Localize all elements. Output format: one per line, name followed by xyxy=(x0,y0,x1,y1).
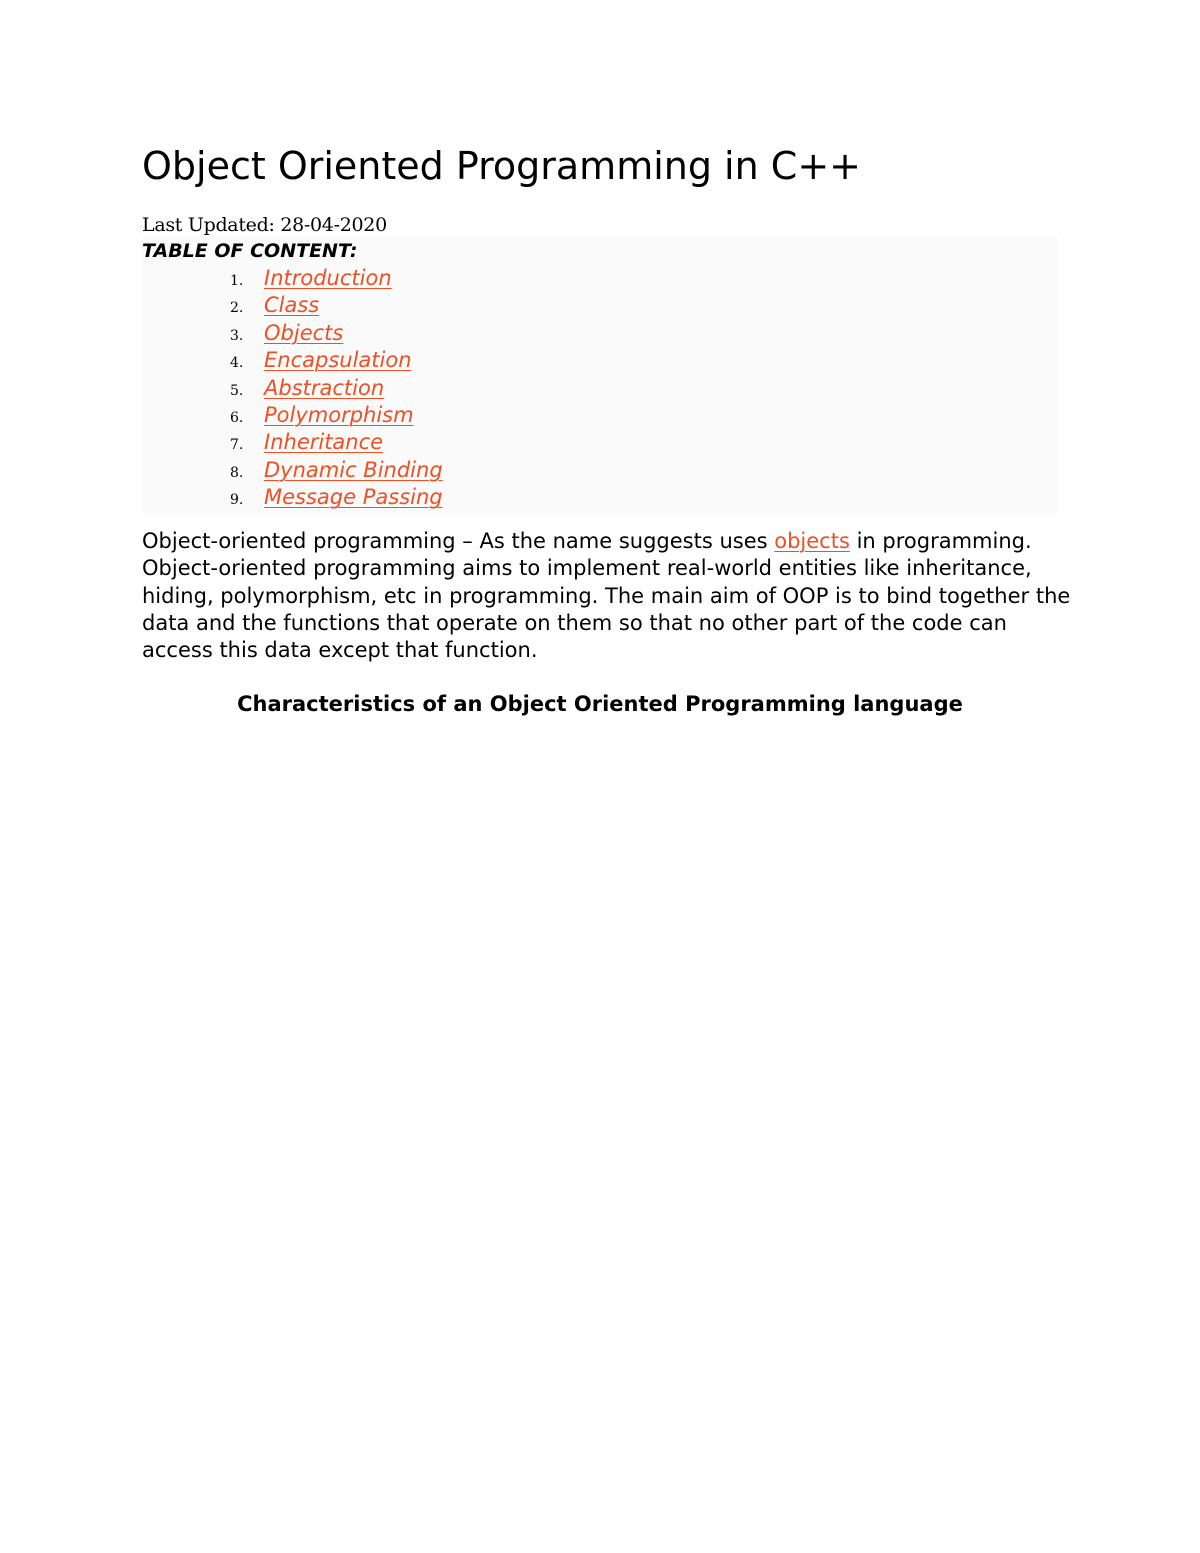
toc-item-number: 7. xyxy=(230,437,244,454)
toc-item-number: 4. xyxy=(230,355,244,372)
toc-item-encapsulation xyxy=(142,347,443,374)
toc-link-objects[interactable]: Objects xyxy=(264,320,344,345)
toc-item-number: 2. xyxy=(230,300,244,317)
toc-item-class xyxy=(142,292,443,319)
last-updated-date: Last Updated: 28-04-2020 xyxy=(142,214,387,236)
toc-item-inheritance xyxy=(142,429,443,456)
page-title: Object Oriented Programming in C++ xyxy=(142,144,861,188)
toc-item-introduction xyxy=(142,265,443,292)
toc-link-inheritance[interactable]: Inheritance xyxy=(264,430,384,455)
intro-paragraph xyxy=(142,528,1072,664)
toc-item-number: 3. xyxy=(230,327,244,344)
toc-item-number: 1. xyxy=(230,273,244,289)
toc-item-number: 9. xyxy=(230,492,244,509)
table-of-contents xyxy=(142,236,1058,513)
toc-link-introduction[interactable]: Introduction xyxy=(264,266,392,290)
intro-text-after: in programming. Object-oriented programming aims to implement real-world entities like inheritance, hiding, polymorphism, etc in programming. The main aim of OOP is to bind together the data and the functions that operate on them so that no other part of the code can access this data except that function. xyxy=(142,529,1071,663)
toc-item-objects xyxy=(142,320,443,347)
toc-item-dynamic-binding xyxy=(142,457,443,484)
toc-link-message-passing[interactable]: Message Passing xyxy=(264,485,443,510)
toc-link-dynamic-binding[interactable]: Dynamic Binding xyxy=(264,457,443,482)
toc-item-polymorphism xyxy=(142,402,443,429)
toc-link-encapsulation[interactable]: Encapsulation xyxy=(264,348,412,373)
toc-link-class[interactable]: Class xyxy=(264,293,320,318)
toc-heading: TABLE OF CONTENT: xyxy=(142,240,358,262)
toc-item-number: 8. xyxy=(230,464,244,481)
intro-text-before: Object-oriented programming – As the name suggests uses xyxy=(142,529,775,553)
toc-item-number: 6. xyxy=(230,409,244,426)
objects-link[interactable]: objects xyxy=(774,529,850,553)
toc-item-number: 5. xyxy=(230,382,244,399)
toc-list xyxy=(142,265,443,512)
toc-item-abstraction xyxy=(142,375,443,402)
section-heading: Characteristics of an Object Oriented Programming language xyxy=(237,692,963,716)
toc-item-message-passing xyxy=(142,484,443,511)
toc-link-abstraction[interactable]: Abstraction xyxy=(264,375,385,400)
toc-link-polymorphism[interactable]: Polymorphism xyxy=(264,402,414,427)
